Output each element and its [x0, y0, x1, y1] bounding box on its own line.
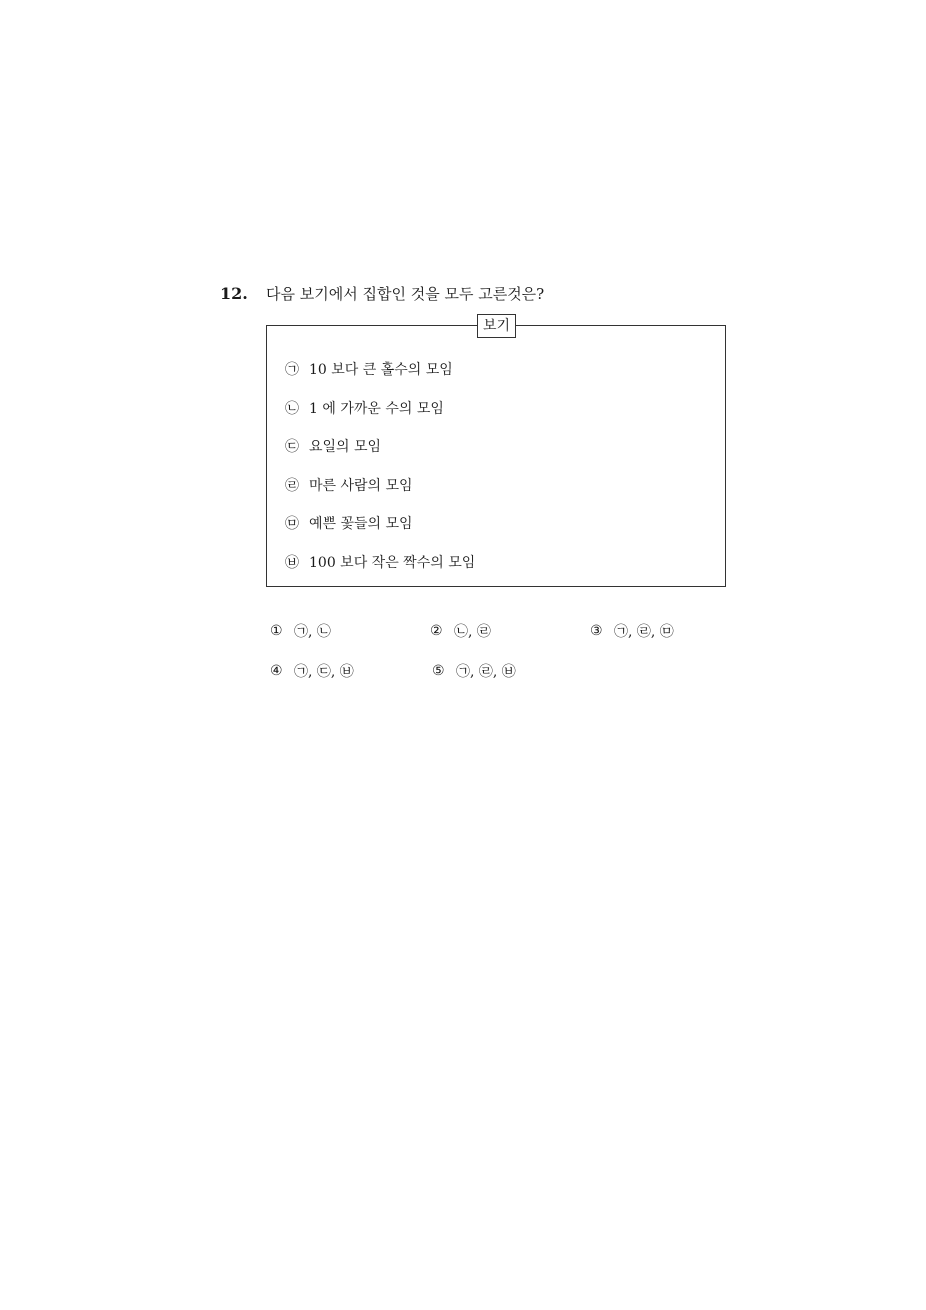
bogi-item [285, 358, 475, 380]
bogi-item-text: 요일의 모임 [309, 439, 382, 456]
bogi-item [285, 435, 475, 457]
bogi-box [266, 318, 726, 587]
choice-number: ⑤ [432, 663, 445, 679]
bogi-item-marker: ㉠ [285, 362, 299, 378]
bogi-item-marker: ㉢ [285, 439, 299, 456]
choice-answer: ㉠, ㉣, ㉥ [456, 664, 516, 680]
bogi-item [285, 474, 475, 496]
choice-row [270, 619, 750, 643]
question-number: 12. [220, 284, 248, 303]
choice-3[interactable] [590, 621, 750, 641]
bogi-item-text: 1 에 가까운 수의 모임 [309, 400, 444, 417]
choice-answer: ㉠, ㉣, ㉤ [614, 624, 674, 640]
choice-number: ① [270, 623, 283, 639]
choice-answer: ㉡, ㉣ [454, 624, 491, 640]
choice-1[interactable] [270, 621, 430, 641]
question-header [220, 282, 740, 306]
choice-number: ③ [590, 623, 603, 639]
choice-5[interactable] [432, 661, 594, 681]
bogi-item [285, 512, 475, 534]
question-12 [220, 282, 740, 680]
bogi-item-marker: ㉣ [285, 477, 299, 494]
bogi-item-marker: ㉤ [285, 516, 299, 533]
choice-4[interactable] [270, 661, 432, 681]
choice-answer: ㉠, ㉡ [294, 624, 331, 640]
choice-row [270, 659, 750, 683]
bogi-item [285, 551, 475, 573]
bogi-list [285, 358, 475, 590]
choice-2[interactable] [430, 621, 590, 641]
choice-answer: ㉠, ㉢, ㉥ [294, 664, 354, 680]
bogi-item-marker: ㉥ [285, 554, 299, 571]
bogi-label: 보기 [477, 314, 516, 338]
bogi-item-marker: ㉡ [285, 400, 299, 417]
question-text: 다음 보기에서 집합인 것을 모두 고른것은? [266, 285, 545, 303]
choice-number: ② [430, 623, 443, 639]
bogi-item-text: 10 보다 큰 홀수의 모임 [309, 362, 453, 378]
bogi-item [285, 397, 475, 419]
answer-choices [270, 619, 750, 699]
bogi-item-text: 예쁜 꽃들의 모임 [309, 516, 413, 533]
bogi-item-text: 100 보다 작은 짝수의 모임 [309, 554, 476, 571]
choice-number: ④ [270, 663, 283, 679]
bogi-item-text: 마른 사람의 모임 [309, 477, 413, 494]
